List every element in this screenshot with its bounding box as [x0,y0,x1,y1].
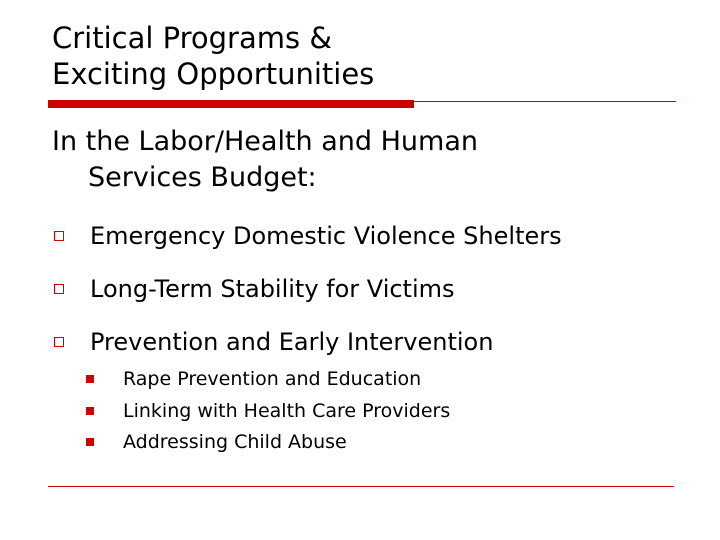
intro-line-1: In the Labor/Health and Human [52,126,478,157]
bullet-text: Emergency Domestic Violence Shelters [90,222,562,250]
title-line-1: Critical Programs & [52,21,332,55]
footer-rule [48,486,674,487]
sub-bullet-text: Linking with Health Care Providers [123,399,451,422]
filled-square-bullet-icon [86,407,94,415]
title-underline-thick [48,100,414,108]
filled-square-bullet-icon [86,375,94,383]
hollow-square-bullet-icon [54,337,64,347]
sub-bullet-text: Addressing Child Abuse [123,431,347,453]
intro-line-2: Services Budget: [88,162,317,193]
bullet-text: Long-Term Stability for Victims [90,275,455,303]
hollow-square-bullet-icon [54,284,64,294]
title-underline-thin [414,101,676,102]
hollow-square-bullet-icon [54,231,64,241]
intro-text [52,124,478,196]
sub-bullet-text: Rape Prevention and Education [123,368,422,390]
bullet-text: Prevention and Early Intervention [90,328,494,356]
filled-square-bullet-icon [86,438,94,446]
title-line-2: Exciting Opportunities [52,57,375,91]
slide-title [52,20,374,92]
